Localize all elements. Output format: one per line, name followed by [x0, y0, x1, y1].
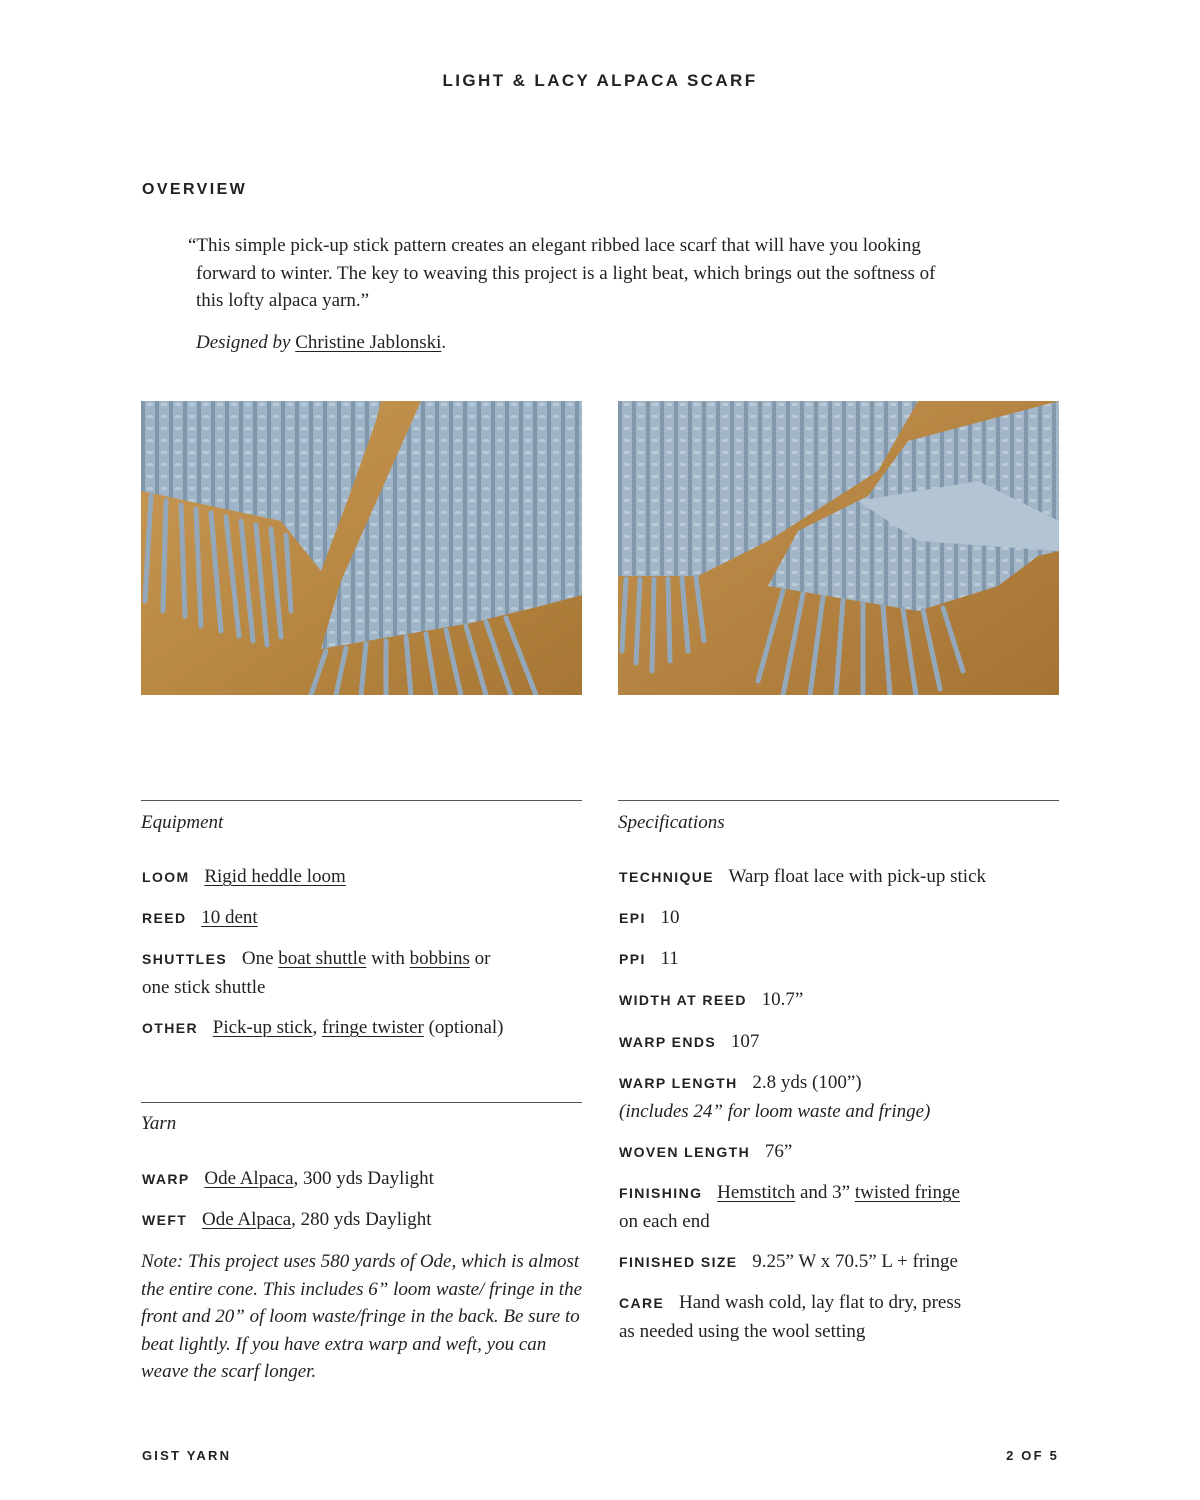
loom-label: LOOM: [142, 869, 190, 885]
woven-length-value: 76”: [764, 1141, 793, 1162]
hemstitch-link[interactable]: Hemstitch: [717, 1182, 796, 1203]
warp-label: WARP: [142, 1171, 190, 1187]
other-comma: ,: [312, 1017, 318, 1038]
yarn-note: Note: This project uses 580 yards of Ode, which is almost the entire cone. This includes 6” loom waste/ fringe in the front and 20” of loom waste/fringe in the back. Be sure to beat lightly. If you have extra warp and weft, you can weave the scarf longer.: [141, 1251, 582, 1382]
spec-finishing-row: [619, 1179, 960, 1235]
quote-line-3: this lofty alpaca yarn.”: [196, 290, 370, 311]
equipment-shuttles-row: [142, 945, 562, 1001]
finishing-line-2: on each end: [619, 1210, 710, 1232]
weft-label: WEFT: [142, 1212, 188, 1228]
warp-length-note: (includes 24” for loom waste and fringe): [619, 1100, 931, 1122]
specifications-divider: [618, 800, 1059, 801]
ppi-label: PPI: [619, 951, 646, 967]
designer-link[interactable]: Christine Jablonski: [295, 332, 442, 353]
width-value: 10.7”: [761, 989, 804, 1010]
spec-warp-length-row: [619, 1069, 930, 1125]
warp-ends-value: 107: [730, 1031, 760, 1052]
scarf-photo-left-image: [141, 401, 582, 695]
scarf-photo-right: [618, 401, 1059, 695]
footer-page-number: 2 OF 5: [1006, 1448, 1059, 1463]
shuttles-or: or: [474, 948, 491, 969]
warp-ends-label: WARP ENDS: [619, 1034, 717, 1050]
quote-line-2: forward to winter. The key to weaving this project is a light beat, which brings out the softness of: [196, 262, 936, 284]
spec-width-row: [619, 986, 803, 1015]
scarf-photo-right-image: [618, 401, 1059, 695]
finishing-and: and 3”: [800, 1182, 851, 1203]
epi-value: 10: [660, 907, 680, 928]
credit-period: .: [441, 332, 447, 353]
epi-label: EPI: [619, 910, 646, 926]
spec-epi-row: [619, 904, 680, 933]
shuttles-label: SHUTTLES: [142, 951, 228, 967]
bobbins-link[interactable]: bobbins: [409, 948, 470, 969]
weft-yarn-link[interactable]: Ode Alpaca: [202, 1209, 292, 1230]
overview-heading: OVERVIEW: [142, 181, 248, 198]
warp-length-label: WARP LENGTH: [619, 1075, 738, 1091]
equipment-other-row: [142, 1014, 504, 1043]
technique-label: TECHNIQUE: [619, 869, 715, 885]
yarn-warp-row: [142, 1165, 434, 1194]
spec-warp-ends-row: [619, 1028, 759, 1057]
care-label: CARE: [619, 1295, 665, 1311]
width-label: WIDTH AT REED: [619, 992, 747, 1008]
spec-technique-row: [619, 863, 986, 892]
finishing-label: FINISHING: [619, 1185, 703, 1201]
warp-yarn-detail: , 300 yds Daylight: [293, 1168, 434, 1189]
designer-credit: [196, 329, 446, 356]
equipment-loom-row: [142, 863, 346, 892]
quote-line-1: “This simple pick-up stick pattern creates an elegant ribbed lace scarf that will have you looking: [188, 235, 921, 256]
boat-shuttle-link[interactable]: boat shuttle: [278, 948, 367, 969]
reed-label: REED: [142, 910, 187, 926]
finished-size-label: FINISHED SIZE: [619, 1254, 738, 1270]
spec-ppi-row: [619, 945, 679, 974]
overview-quote: [188, 232, 1028, 315]
reed-link[interactable]: 10 dent: [201, 907, 258, 928]
other-optional: (optional): [428, 1017, 504, 1038]
fringe-twister-link[interactable]: fringe twister: [322, 1017, 424, 1038]
equipment-heading: Equipment: [141, 812, 224, 833]
spec-woven-length-row: [619, 1138, 792, 1167]
yarn-divider: [141, 1102, 582, 1103]
care-line-2: as needed using the wool setting: [619, 1320, 866, 1342]
equipment-divider: [141, 800, 582, 801]
equipment-reed-row: [142, 904, 258, 933]
spec-finished-size-row: [619, 1248, 958, 1277]
specifications-heading: Specifications: [618, 812, 725, 833]
weft-yarn-detail: , 280 yds Daylight: [291, 1209, 432, 1230]
yarn-weft-row: [142, 1206, 432, 1235]
ppi-value: 11: [660, 948, 679, 969]
other-label: OTHER: [142, 1020, 198, 1036]
woven-length-label: WOVEN LENGTH: [619, 1144, 751, 1160]
warp-length-value: 2.8 yds (100”): [752, 1072, 862, 1093]
loom-link[interactable]: Rigid heddle loom: [204, 866, 346, 887]
pickup-stick-link[interactable]: Pick-up stick: [212, 1017, 313, 1038]
scarf-photo-left: [141, 401, 582, 695]
designed-by-label: Designed by: [196, 332, 291, 353]
shuttles-one: One: [241, 948, 274, 969]
footer-brand: GIST YARN: [142, 1448, 232, 1463]
technique-value: Warp float lace with pick-up stick: [728, 866, 987, 887]
shuttles-line-2: one stick shuttle: [142, 976, 266, 998]
spec-care-row: [619, 1289, 961, 1345]
finished-size-value: 9.25” W x 70.5” L + fringe: [752, 1251, 958, 1272]
care-line-1: Hand wash cold, lay flat to dry, press: [679, 1292, 962, 1313]
page-title: LIGHT & LACY ALPACA SCARF: [442, 71, 758, 90]
twisted-fringe-link[interactable]: twisted fringe: [854, 1182, 960, 1203]
yarn-heading: Yarn: [141, 1113, 177, 1134]
shuttles-with: with: [371, 948, 405, 969]
warp-yarn-link[interactable]: Ode Alpaca: [204, 1168, 294, 1189]
